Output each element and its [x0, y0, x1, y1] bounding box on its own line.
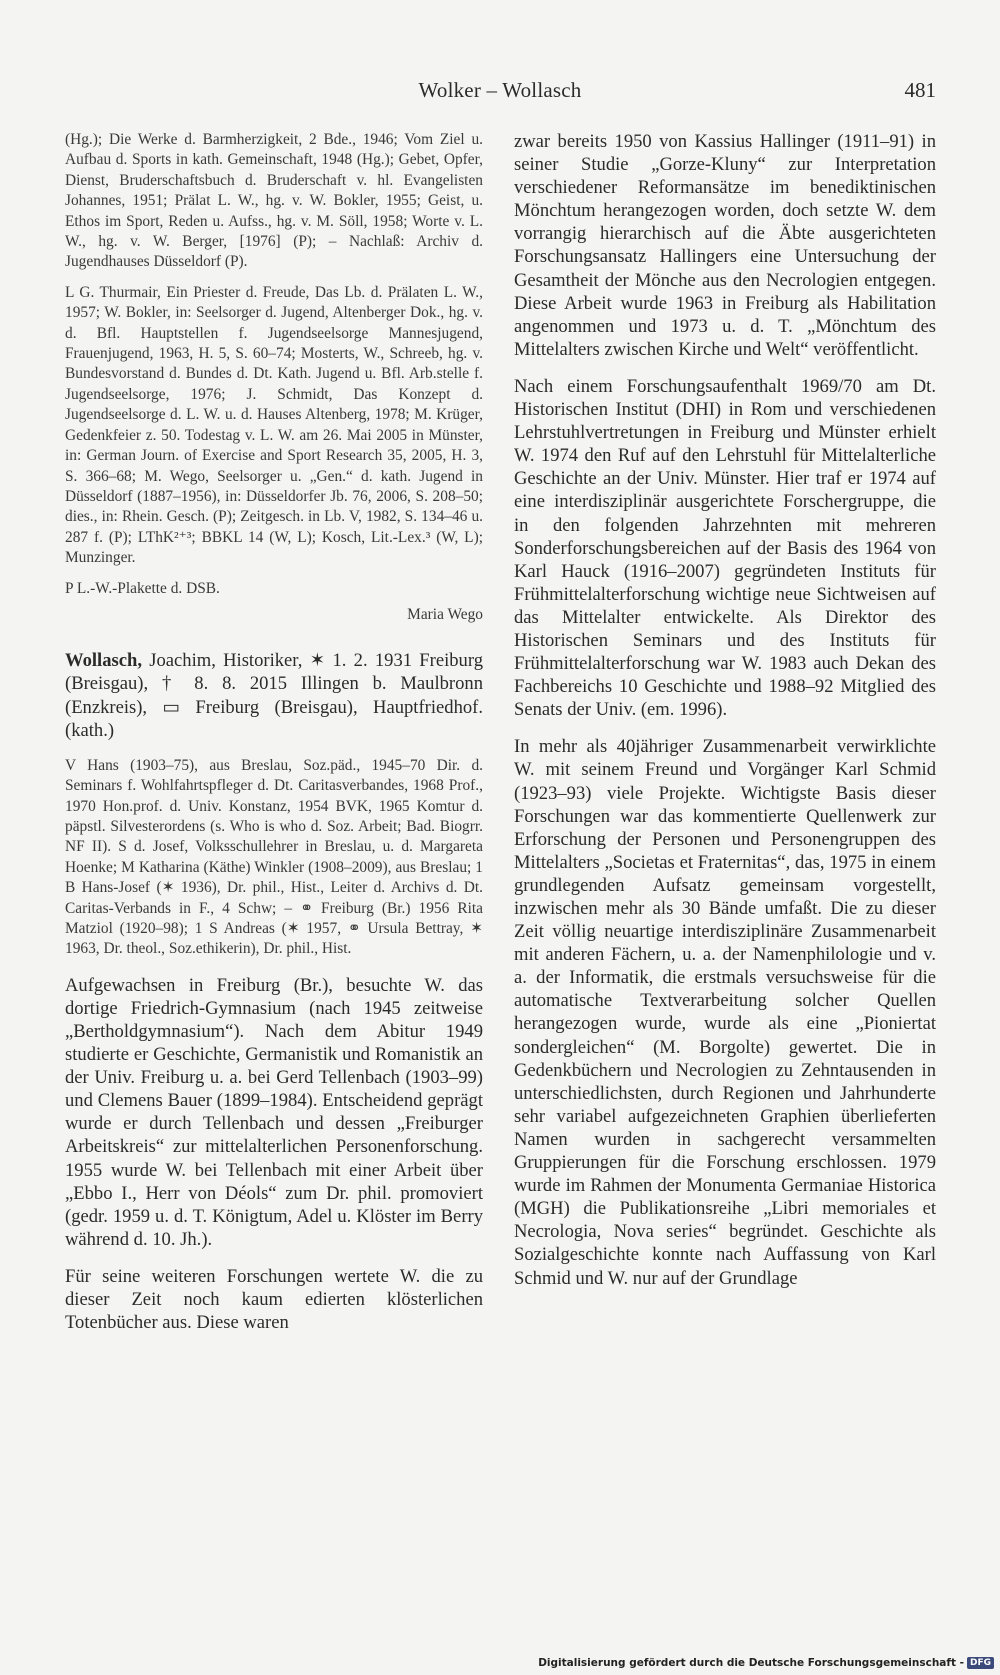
genealogy-paragraph: V Hans (1903–75), aus Breslau, Soz.päd., 1945–70 Dir. d. Seminars f. Wohlfahrtspfleger d. Dt. Caritasverbandes, 1968 Prof., 1970 Hon.prof. d. Univ. Konstanz, 1954 BVK, 1965 Komtur d. päpstl. Silvesterordens (s. Who is who d. Soz. Arbeit; Bad. Biogrr. NF II). S d. Josef, Volksschullehrer in Breslau, u. d. Margareta Hoenke; M Katharina (Käthe) Winkler (1908–2009), aus Breslau; 1 B Hans-Josef (✶ 1936), Dr. phil., Hist., Leiter d. Archivs d. Dt. Caritas-Verbands in F., 4 Schw; – ⚭ Freiburg (Br.) 1956 Rita Matziol (1920–98); 1 S Andreas (✶ 1957, ⚭ Ursula Bettray, ✶ 1963, Dr. theol., Soz.ethikerin), Dr. phil., Hist.	[65, 756, 483, 958]
biography-paragraph-2: Für seine weiteren Forschungen wertete W. die zu dieser Zeit noch kaum edierten klösterlichen Totenbücher aus. Diese waren	[65, 1265, 483, 1334]
author-signature: Maria Wego	[407, 605, 483, 623]
biography-paragraph-5: In mehr als 40jähriger Zusammenarbeit verwirklichte W. mit seinem Freund und Vorgänger Karl Schmid (1923–93) viele Projekte. Wichtigste Basis dieser Forschungen war das kommentierte Quellenwerk zur Erforschung der Personen und Personengruppen des Mittelalters „Societas et Fraternitas“, das, 1975 in einem grundlegenden Aufsatz gemeinsam vorgestellt, inzwischen mehr als 30 Bände umfaßt. Die zu dieser Zeit völlig neuartige interdisziplinäre Zusammenarbeit mit anderen Fächern, u. a. der Namenphilologie und v. a. der Informatik, die erstmals versuchsweise für die automatische Textverarbeitung solcher Quellen herangezogen wurde, wurde als eine „Pioniertat sondergleichen“ (M. Borgolte) gewertet. Die in Gedenkbüchern und Necrologien zu Zehntausenden in unterschiedlichsten, durch Regionen und Jahrhunderte sehr variabel aufgezeichneten Graphien überlieferten Namen wurden in sachgerecht versammelten Gruppierungen für die Forschung erschlossen. 1979 wurde im Rahmen der Monumenta Germaniae Historica (MGH) die Publikationsreihe „Libri memoriales et Necrologia, Nova series“ begründet. Geschichte als Sozialgeschichte konnte nach Auffassung von Karl Schmid und W. nur auf der Grundlage	[514, 736, 936, 1289]
page-header	[64, 78, 936, 108]
dfg-logo: DFG	[967, 1657, 994, 1669]
entry-name: Wollasch,	[65, 650, 142, 672]
page-number: 481	[904, 78, 936, 102]
portrait-paragraph: P L.-W.-Plakette d. DSB.	[65, 579, 220, 597]
biography-paragraph-4: Nach einem Forschungsaufenthalt 1969/70 am Dt. Historischen Institut (DHI) in Rom und verschiedenen Lehrstuhlvertretungen in Freiburg und Münster erhielt W. 1974 den Ruf auf den Lehrstuhl für Mittelalterliche Geschichte an der Univ. Münster. Hier traf er 1974 auf eine interdisziplinär ausgerichtete Forschergruppe, die in den folgenden Jahrzehnten mit mehreren Sonderforschungsbereichen auf der Basis des 1964 von Karl Hauck (1916–2007) gegründeten Instituts für Frühmittelalterforschung wichtige neue Sichtweisen auf das Mittelalter entwickelte. Als Direktor des Historischen Seminars und des Instituts für Frühmittelalterforschung war W. 1983 auch Dekan des Fachbereichs 10 Geschichte und 1988–92 Mitglied des Senats der Univ. (em. 1996).	[514, 375, 936, 721]
literature-paragraph: L G. Thurmair, Ein Priester d. Freude, Das Lb. d. Prälaten L. W., 1957; W. Bokler, in: Seelsorger d. Jugend, Altenberger Dok., hg. v. d. Bfl. Hauptstellen f. Jugendseelsorge Mannesjugend, Frauenjugend, 1963, H. 5, S. 60–74; Mosterts, W., Schreeb, hg. v. Bundesvorstand d. Bundes d. Dt. Kath. Jugend u. Bfl. Arb.stelle f. Jugendseelsorge, 1976; J. Schmidt, Das Konzept d. Jugendseelsorge d. L. W. u. d. Hauses Altenberg, 1978; M. Krüger, Gedenkfeier z. 50. Todestag v. L. W. am 26. Mai 2005 in Münster, in: German Journ. of Exercise and Sport Research 35, 2005, H. 3, S. 366–68; M. Wego, Seelsorger u. „Gen.“ d. kath. Jugend in Düsseldorf (1887–1956), in: Düsseldorfer Jb. 76, 2006, S. 208–50; dies., in: Rhein. Gesch. (P); Zeitgesch. in Lb. V, 1982, S. 134–46 u. 287 f. (P); LThK²⁺³; BBKL 14 (W, L); Kosch, Lit.-Lex.³ (W, L); Munzinger.	[65, 283, 483, 567]
entry-heading	[65, 649, 483, 741]
entry-details: Joachim, Historiker, ✶ 1. 2. 1931 Freiburg (Breisgau), † 8. 8. 2015 Illingen b. Maulbronn (Enzkreis), ▭ Freiburg (Breisgau), Hauptfriedhof. (kath.)	[65, 650, 483, 741]
right-column	[514, 130, 936, 1290]
running-title: Wolker – Wollasch	[418, 78, 582, 102]
left-column	[65, 130, 483, 1334]
funding-note: Digitalisierung gefördert durch die Deutsche Forschungsgemeinschaft -	[538, 1657, 964, 1669]
page-footer	[538, 1657, 994, 1669]
works-paragraph: (Hg.); Die Werke d. Barmherzigkeit, 2 Bde., 1946; Vom Ziel u. Aufbau d. Sports in kath. Gemeinschaft, 1948 (Hg.); Gebet, Opfer, Dienst, Bruderschaftsbuch d. Bruderschaft v. hl. Evangelisten Johannes, 1951; Prälat L. W., hg. v. W. Bokler, 1955; Geist, u. Ethos im Sport, Reden u. Aufss., hg. v. M. Söll, 1958; Worte v. L. W., hg. v. W. Berger, [1976] (P); – Nachlaß: Archiv d. Jugendhauses Düsseldorf (P).	[65, 131, 483, 271]
biography-paragraph-1: Aufgewachsen in Freiburg (Br.), besuchte W. das dortige Friedrich-Gymnasium (nach 1945 zeitweise „Bertholdgymnasium“). Nach dem Abitur 1949 studierte er Geschichte, Germanistik und Romanistik an der Univ. Freiburg u. a. bei Gerd Tellenbach (1903–99) und Clemens Bauer (1899–1984). Entscheidend geprägt wurde er durch Tellenbach und dessen „Freiburger Arbeitskreis“ zur mittelalterlichen Personenforschung. 1955 wurde W. bei Tellenbach mit einer Arbeit über „Ebbo I., Herr von Déols“ zum Dr. phil. promoviert (gedr. 1959 u. d. T. Königtum, Adel u. Klöster im Berry während d. 10. Jh.).	[65, 974, 483, 1250]
biography-paragraph-3: zwar bereits 1950 von Kassius Hallinger (1911–91) in seiner Studie „Gorze-Kluny“ zur Interpretation verschiedener Reformansätze im benediktinischen Mönchtum herangezogen worden, doch setzte W. dem vorrangig hierarchisch auf die Äbte ausgerichteten Forschungsansatz Hallingers eine Untersuchung der Gesamtheit der Mönche aus den Necrologien entgegen. Diese Arbeit wurde 1963 in Freiburg als Habilitation angenommen und 1973 u. d. T. „Mönchtum des Mittelalters zwischen Kirche und Welt“ veröffentlicht.	[514, 131, 936, 360]
